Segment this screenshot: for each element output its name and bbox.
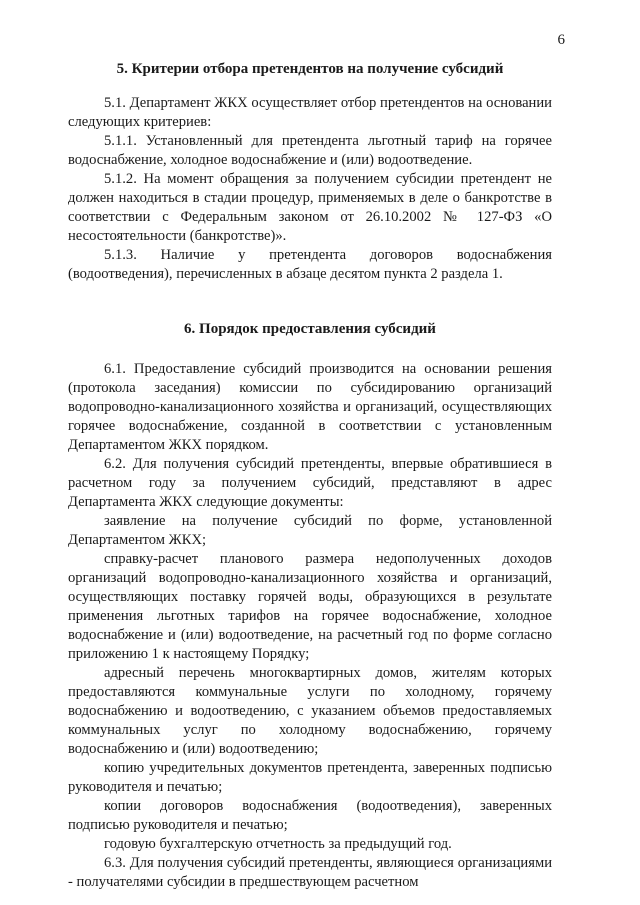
document-item-annual-report: годовую бухгалтерскую отчетность за предыдущий год. bbox=[104, 836, 452, 852]
paragraph-6-3: 6.3. Для получения субсидий претенденты, являющиеся организациями - получателями субсидии в предшествующем расчетном bbox=[68, 855, 552, 890]
paragraph-5-1-3: 5.1.3. Наличие у претендента договоров водоснабжения (водоотведения), перечисленных в абзаце десятом пункта 2 раздела 1. bbox=[68, 247, 552, 282]
document-item-charter-copy: копию учредительных документов претендента, заверенных подписью руководителя и печатью; bbox=[68, 760, 552, 795]
section-6-heading: 6. Порядок предоставления субсидий bbox=[184, 321, 436, 337]
page-number: 6 bbox=[557, 32, 565, 48]
document-body bbox=[68, 60, 552, 892]
paragraph-5-1-1: 5.1.1. Установленный для претендента льготный тариф на горячее водоснабжение, холодное водоснабжение и (или) водоотведение. bbox=[68, 133, 552, 168]
document-item-address-list: адресный перечень многоквартирных домов, жителям которых предоставляются коммунальные услуги по холодному, горячему водоснабжению и водоотведению, с указанием объемов предоставляемых коммунальных услуг по холодному водоснабжению, горячему водоснабжению и (или) водоотведению; bbox=[68, 665, 552, 757]
document-item-calculation: справку-расчет планового размера недополученных доходов организаций водопроводно-канализационного хозяйства и организаций, осуществляющих поставку горячей воды, образующихся в результате применения льготных тарифов на горячее водоснабжение, холодное водоснабжение и (или) водоотведение, на расчетный год по форме согласно приложению 1 к настоящему Порядку; bbox=[68, 551, 552, 662]
paragraph-5-1-2: 5.1.2. На момент обращения за получением субсидии претендент не должен находиться в стадии процедур, применяемых в деле о банкротстве в соответствии с Федеральным законом от 26.10.2002 № 127-ФЗ «О несостоятельности (банкротстве)». bbox=[68, 171, 552, 244]
paragraph-6-2: 6.2. Для получения субсидий претенденты, впервые обратившиеся в расчетном году за получением субсидий, представляют в адрес Департамента ЖКХ следующие документы: bbox=[68, 456, 552, 510]
document-item-application: заявление на получение субсидий по форме, установленной Департаментом ЖКХ; bbox=[68, 513, 552, 548]
paragraph-5-1: 5.1. Департамент ЖКХ осуществляет отбор претендентов на основании следующих критериев: bbox=[68, 95, 552, 130]
document-item-contracts-copy: копии договоров водоснабжения (водоотведения), заверенных подписью руководителя и печатью; bbox=[68, 798, 552, 833]
paragraph-6-1: 6.1. Предоставление субсидий производится на основании решения (протокола заседания) комиссии по субсидированию организаций водопроводно-канализационного хозяйства и организаций, осуществляющих горячее водоснабжение, созданной в соответствии с установленным Департаментом ЖКХ порядком. bbox=[68, 361, 552, 453]
section-5-heading: 5. Критерии отбора претендентов на получение субсидий bbox=[116, 61, 504, 77]
